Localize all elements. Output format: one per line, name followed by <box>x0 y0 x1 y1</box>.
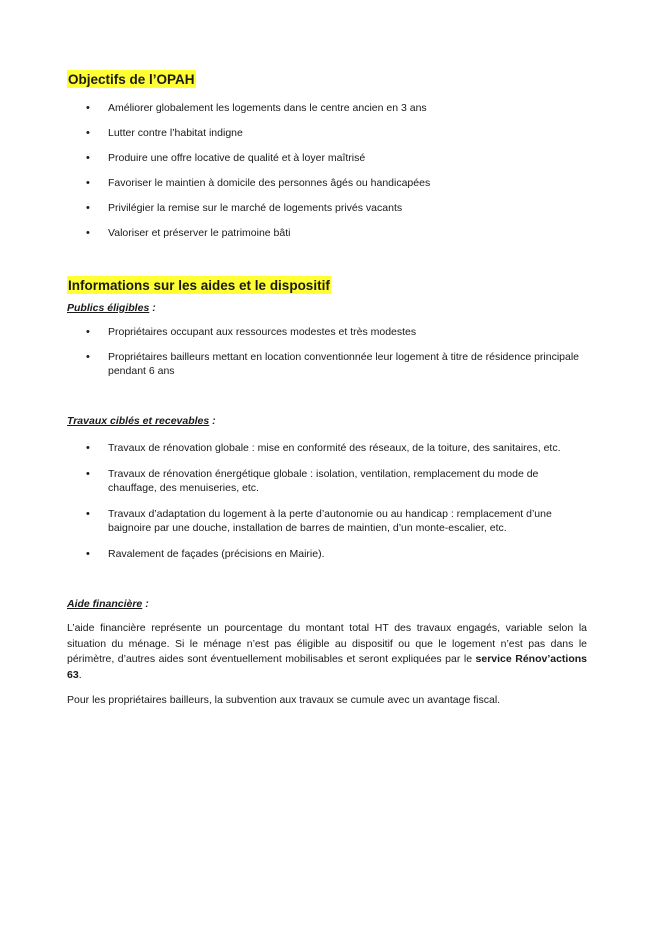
subheading-travaux <box>67 414 587 428</box>
document-page <box>67 70 587 709</box>
service-name: service Rénov’actions 63 <box>67 653 587 681</box>
subheading-suffix: : <box>209 415 216 427</box>
subheading-suffix: : <box>142 598 149 610</box>
subheading-publics <box>67 301 587 315</box>
subheading-suffix: : <box>149 302 156 314</box>
list-item: • Favoriser le maintien à domicile des personnes âgés ou handicapées <box>67 176 587 190</box>
publics-list <box>67 325 587 378</box>
list-item: • Lutter contre l’habitat indigne <box>67 126 587 140</box>
section-title-objectifs: Objectifs de l’OPAH <box>68 72 195 87</box>
subheading-label: Aide financière <box>67 598 143 610</box>
list-item: • Travaux de rénovation énergétique globale : isolation, ventilation, remplacement du mode de chauffage, des menuiseries, etc. <box>67 467 587 495</box>
list-item: • Propriétaires occupant aux ressources modestes et très modestes <box>67 325 587 339</box>
list-item: • Privilégier la remise sur le marché de logements privés vacants <box>67 201 587 215</box>
aide-paragraph-text: L’aide financière représente un pourcentage du montant total HT des travaux engagés, variable selon la situation du ménage. Si le ménage n’est pas éligible au dispositif ou que le logement n’est pas dans le périmètre, d’autres aides sont éventuellement mobilisables et seront expliquées par le <box>67 622 587 665</box>
list-item: • Propriétaires bailleurs mettant en location conventionnée leur logement à titre de résidence principale pendant 6 ans <box>67 350 587 378</box>
list-item: • Améliorer globalement les logements dans le centre ancien en 3 ans <box>67 101 587 115</box>
subheading-aide <box>67 597 587 611</box>
objectifs-list <box>67 101 587 240</box>
subheading-label: Travaux ciblés et recevables <box>67 415 210 427</box>
list-item: • Ravalement de façades (précisions en Mairie). <box>67 547 587 561</box>
list-item: • Travaux de rénovation globale : mise en conformité des réseaux, de la toiture, des sanitaires, etc. <box>67 441 587 455</box>
section-objectifs <box>67 70 587 240</box>
travaux-list <box>67 441 587 561</box>
list-item: • Valoriser et préserver le patrimoine bâti <box>67 226 587 240</box>
section-title-informations: Informations sur les aides et le dispositif <box>68 278 330 293</box>
aide-paragraph <box>67 621 587 683</box>
aide-paragraph-bailleurs: Pour les propriétaires bailleurs, la subvention aux travaux se cumule avec un avantage fiscal. <box>67 694 501 706</box>
section-informations <box>67 276 587 709</box>
list-item: • Travaux d’adaptation du logement à la perte d’autonomie ou au handicap : remplacement d’une baignoire par une douche, installation de barres de maintien, d’un monte-escalier, etc. <box>67 507 587 535</box>
subheading-label: Publics éligibles <box>67 302 150 314</box>
list-item: • Produire une offre locative de qualité et à loyer maîtrisé <box>67 151 587 165</box>
aide-paragraph-end: . <box>78 668 82 681</box>
